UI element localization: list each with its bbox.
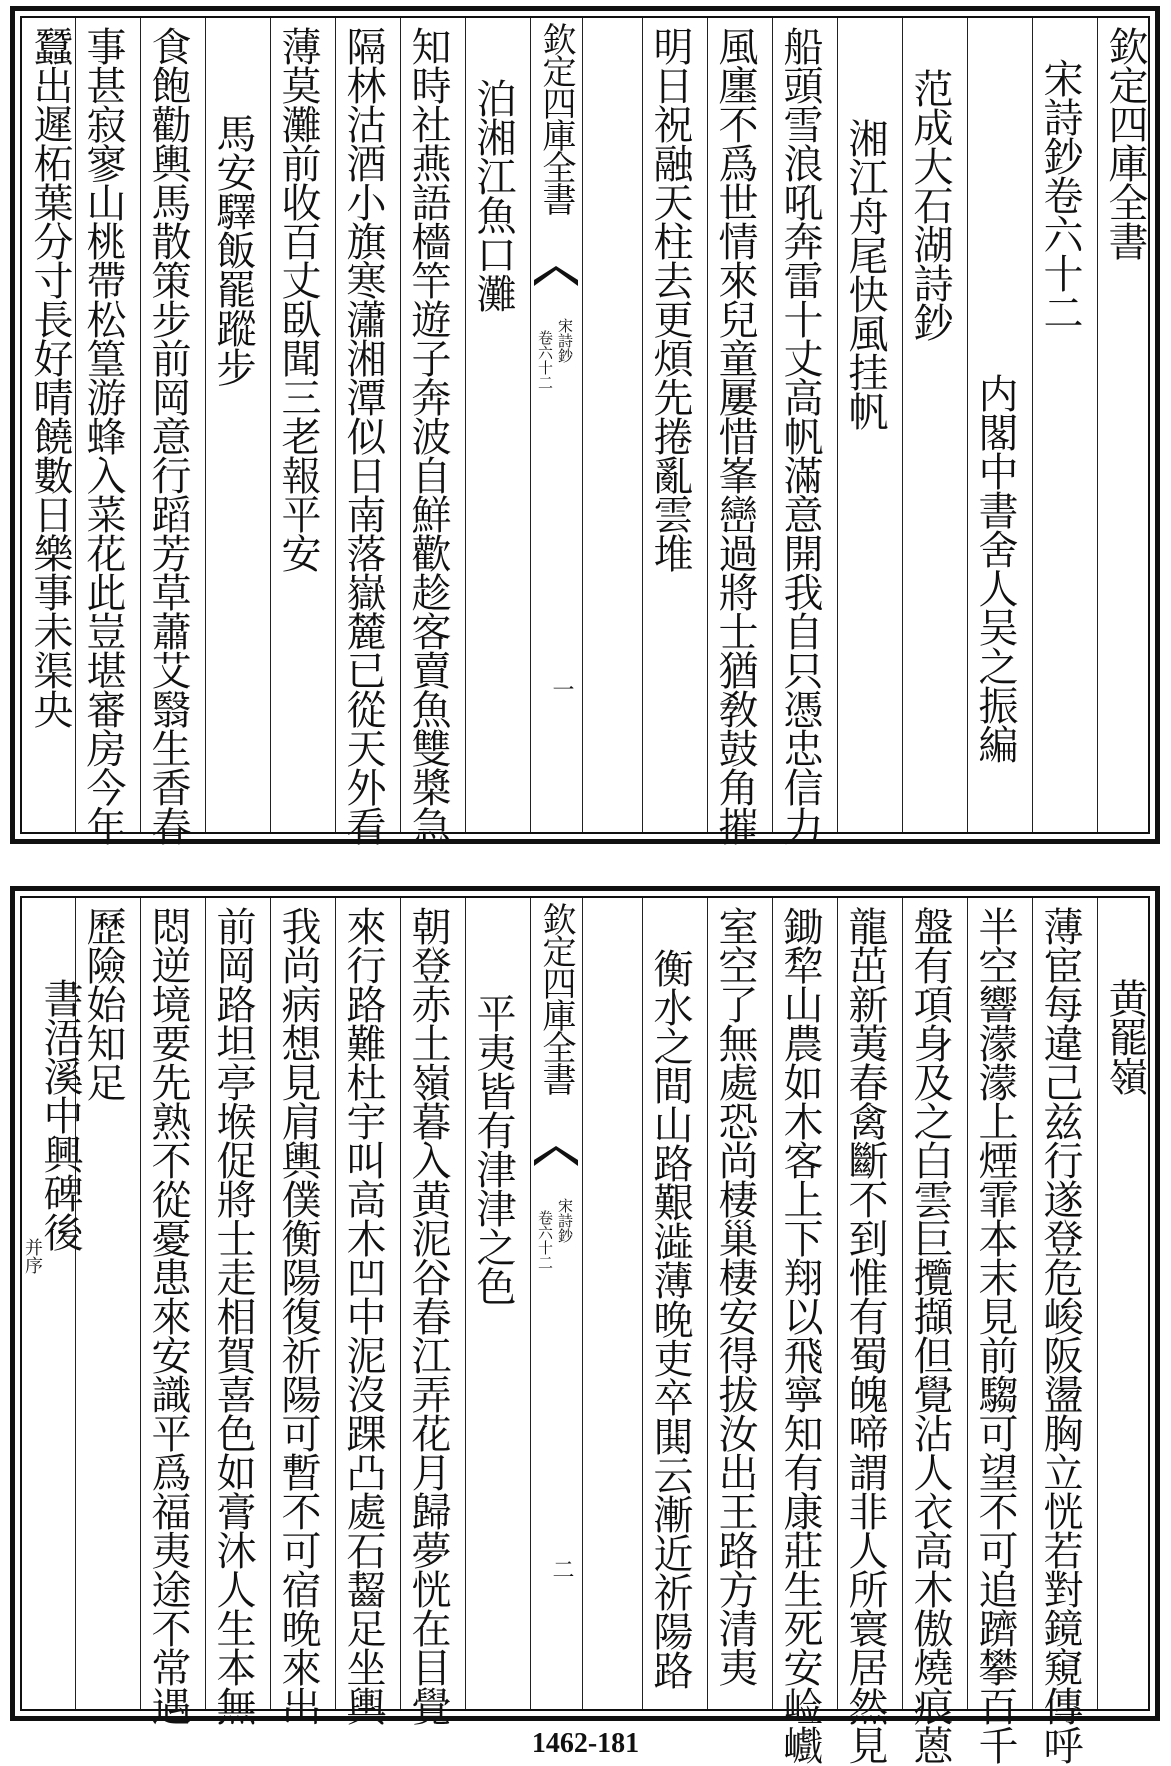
text-column: 前岡路坦亭堠促將士走相賀喜色如膏沐人生本無 (210, 906, 256, 1725)
text-column: 食飽勸輿馬散策步前岡意行蹈芳草蕭艾翳生香春 (145, 26, 191, 845)
text-column: 薄莫灘前收百丈臥聞三老報平安 (275, 26, 321, 572)
spine (532, 18, 580, 832)
text-column: 來行路難杜宇叫高木凹中泥沒踝凸處石齧足坐輿 (340, 906, 386, 1725)
spine-volume: 卷六十二 (536, 330, 554, 390)
preface-column: 衡水之間山路艱澁薄晚吏卒閧云漸近祈陽路 (647, 948, 693, 1689)
spine-book: 宋詩鈔 (556, 1198, 574, 1243)
top-page (10, 6, 1160, 844)
leaf-number: 二 (549, 1558, 574, 1580)
text-column: 歷險始知足 (80, 906, 126, 1101)
poem-title: 馬安驛飯罷蹤步 (210, 113, 256, 386)
poem-title: 黄罷嶺 (1102, 978, 1148, 1095)
text-column: 風廛不爲世情來兒童屢惜峯巒過將士猶敎鼓角摧 (712, 26, 758, 845)
poem-title: 書浯溪中興碑後 (37, 978, 83, 1251)
text-column: 悶逆境要先熟不從憂患來安識平爲福夷途不常遇 (145, 906, 191, 1725)
preface-note: 并序 (22, 1238, 43, 1274)
poem-title: 泊湘江魚口灘 (470, 78, 516, 312)
leaf-number: 一 (549, 678, 574, 700)
poem-title: 湘江舟尾快風挂帆 (842, 118, 888, 430)
text-column: 鋤犂山農如木客上下翔以飛寧知有康莊生死安崄巇 (777, 906, 823, 1764)
spine-library: 欽定四庫全書 (536, 902, 576, 1094)
text-column: 半空響濛濛上煙霏本末見前騶可望不可追躋攀百千 (972, 906, 1018, 1764)
section-title: 范成大石湖詩鈔 (907, 68, 953, 341)
spine-book: 宋詩鈔 (556, 318, 574, 363)
fish-tail-mark (532, 266, 580, 288)
spine-library: 欽定四庫全書 (536, 22, 576, 214)
text-column: 龍茁新荑春禽斷不到惟有蜀魄啼謂非人所寰居然見 (842, 906, 888, 1764)
volume-title: 宋詩鈔卷六十二 (1037, 58, 1083, 331)
text-column: 朝登赤土嶺暮入黄泥谷春江弄花月歸夢恍在目覺 (405, 906, 451, 1725)
text-column: 室空了無處恐尚棲巢棲安得拔汝出王路方清夷 (712, 906, 758, 1686)
text-column: 明日祝融天柱去更煩先捲亂雲堆 (647, 26, 693, 572)
top-page-frame (20, 16, 1150, 845)
text-column: 盤有項身及之白雲巨攬擷但覺沾人衣高木傲燒痕蒽 (907, 906, 953, 1764)
text-column: 知時社燕語檣竿遊子奔波自鮮歡趁客賣魚雙槳急 (405, 26, 451, 845)
page-number: 1462-181 (531, 1728, 640, 1759)
preface-column: 平夷皆有津津之色 (470, 993, 516, 1305)
spine (532, 898, 580, 1709)
text-column: 薄宦每違己兹行遂登危峻阪盪胸立恍若對鏡窺傳呼 (1037, 906, 1083, 1764)
library-header: 欽定四庫全書 (1102, 26, 1148, 260)
fish-tail-mark (532, 1146, 580, 1168)
text-column: 事甚寂寥山桃帶松篁游蜂入菜花此豈堪審房今年 (80, 26, 126, 845)
text-column: 船頭雪浪吼奔雷十丈高帆滿意開我自只憑忠信力 (777, 26, 823, 845)
text-column: 我尚病想見肩輿僕衡陽復祈陽可暫不可宿晚來出 (275, 906, 321, 1725)
compiler-line: 内閣中書舍人吴之振編 (972, 373, 1018, 763)
text-column: 隔林沽酒小旗寒瀟湘潭似日南落嶽麓已從天外看 (340, 26, 386, 845)
spine-volume: 卷六十二 (536, 1210, 554, 1270)
text-column: 蠶出遲柘葉分寸長好晴饒數日樂事未渠央 (27, 26, 73, 728)
